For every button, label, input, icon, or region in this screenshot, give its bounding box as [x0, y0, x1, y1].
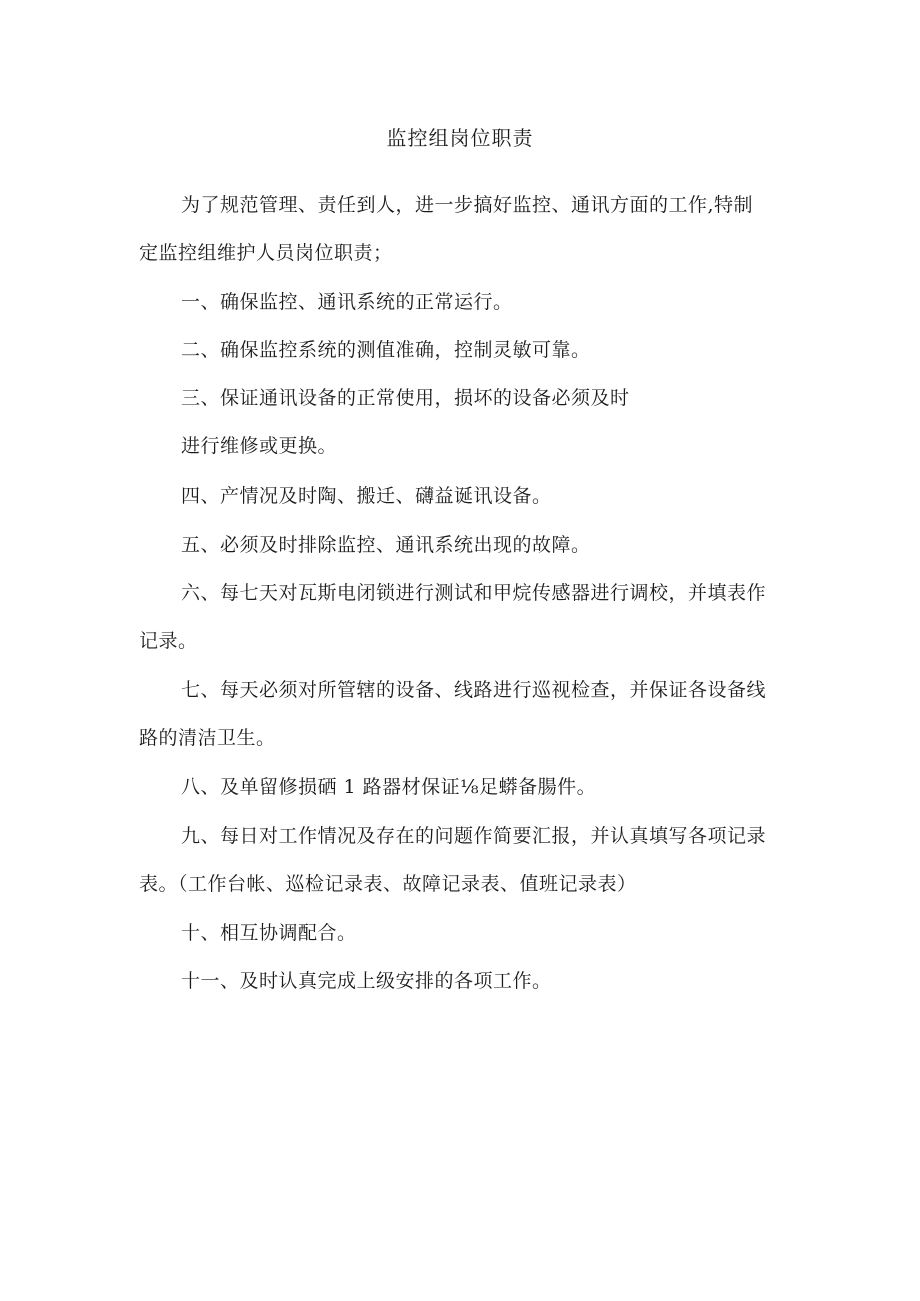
item-6-line-1: 六、每七天对瓦斯电闭锁进行测试和甲烷传感器进行调校，并填表作	[181, 582, 767, 604]
item-4-text: 四、产情况及时陶、搬迁、礴益诞讯设备。	[181, 485, 552, 507]
item-2-text: 二、确保监控系统的测值准确，控制灵敏可靠。	[181, 339, 591, 361]
item-10-text: 十、相互协调配合。	[181, 922, 357, 944]
item-7-line-2: 路的清洁卫生。	[139, 727, 276, 749]
item-3	[139, 384, 789, 480]
intro-paragraph	[139, 191, 789, 287]
document-title: 监控组岗位职责	[386, 126, 534, 150]
item-5	[139, 531, 789, 579]
item-9	[139, 822, 789, 918]
intro-line-1: 为了规范管理、责任到人，进一步搞好监控、通讯方面的工作,特制	[181, 194, 754, 216]
item-1-text: 一、确保监控、通讯系统的正常运行。	[181, 291, 513, 313]
item-3-line-1: 三、保证通讯设备的正常使用，损坏的设备必须及时	[181, 387, 630, 409]
item-9-line-1: 九、每日对工作情况及存在的问题作简要汇报，并认真填写各项记录	[181, 825, 767, 847]
item-8-text: 八、及单留修损硒 1 路器材保证⅛足蟒备腸件。	[181, 776, 597, 798]
item-11	[139, 967, 789, 1015]
item-7-line-1: 七、每天必须对所管辖的设备、线路进行巡视检查，并保证各设备线	[181, 679, 767, 701]
item-6	[139, 579, 789, 675]
item-6-line-2: 记录。	[139, 630, 198, 652]
item-4	[139, 482, 789, 530]
item-2	[139, 336, 789, 384]
item-3-line-2: 进行维修或更换。	[181, 435, 338, 457]
item-10	[139, 919, 789, 967]
item-11-text: 十一、及时认真完成上级安排的各项工作。	[181, 970, 552, 992]
item-9-line-2: 表。（工作台帐、巡检记录表、故障记录表、值班记录表）	[139, 873, 637, 895]
item-8	[139, 773, 789, 821]
item-1	[139, 288, 789, 336]
intro-line-2: 定监控组维护人员岗位职责；	[139, 242, 393, 264]
item-7	[139, 676, 789, 772]
item-5-text: 五、必须及时排除监控、通讯系统出现的故障。	[181, 534, 591, 556]
